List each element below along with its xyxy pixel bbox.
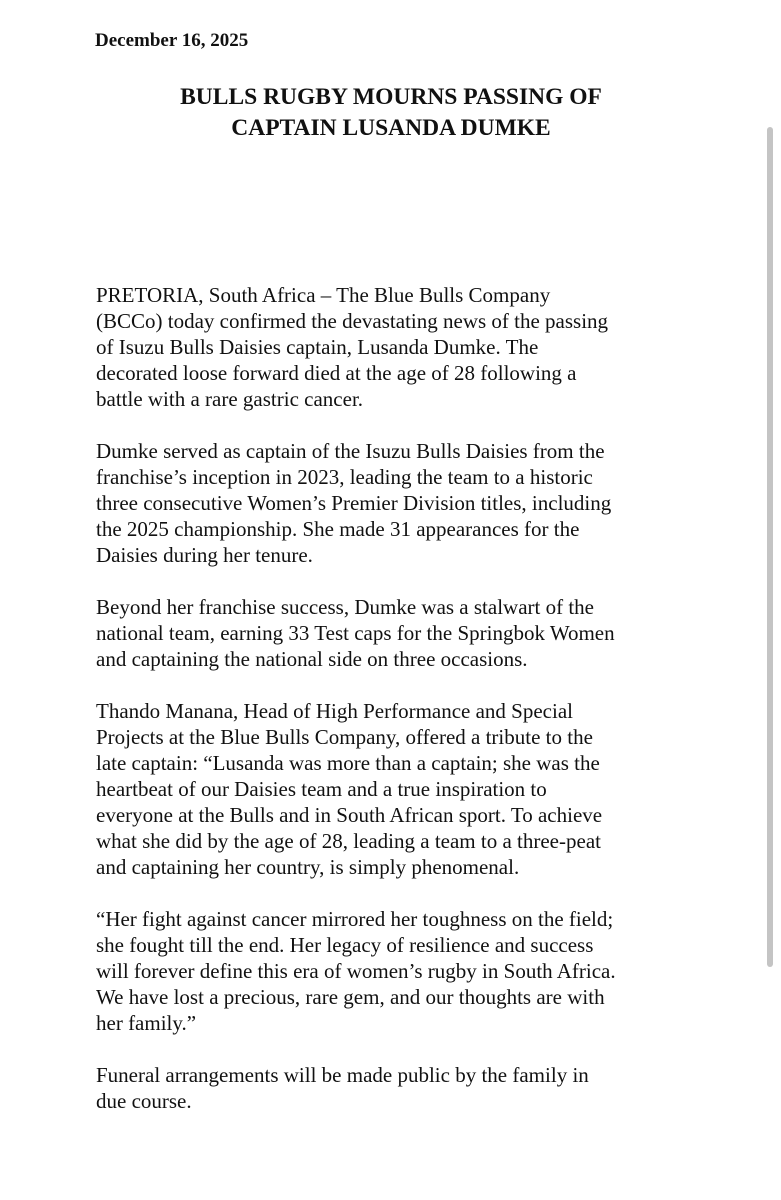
- paragraph-tribute: [96, 698, 746, 880]
- text-line: Daisies during her tenure.: [96, 543, 313, 567]
- text-line: national team, earning 33 Test caps for the Springbok Women: [96, 621, 615, 645]
- text-line: her family.”: [96, 1011, 197, 1035]
- text-line: due course.: [96, 1089, 192, 1113]
- text-line: Projects at the Blue Bulls Company, offered a tribute to the: [96, 725, 593, 749]
- headline: [60, 82, 722, 144]
- paragraph-national-team: [96, 594, 746, 672]
- headline-line: BULLS RUGBY MOURNS PASSING OF: [180, 84, 602, 110]
- text-line: the 2025 championship. She made 31 appearances for the: [96, 517, 580, 541]
- text-line: (BCCo) today confirmed the devastating news of the passing: [96, 309, 609, 333]
- text-line: heartbeat of our Daisies team and a true inspiration to: [96, 777, 547, 801]
- paragraph-quote: [96, 906, 746, 1036]
- text-line: We have lost a precious, rare gem, and our thoughts are with: [96, 985, 605, 1009]
- text-line: late captain: “Lusanda was more than a captain; she was the: [96, 751, 600, 775]
- text-line: franchise’s inception in 2023, leading the team to a historic: [96, 465, 593, 489]
- text-line: Funeral arrangements will be made public by the family in: [96, 1063, 589, 1087]
- scrollbar-thumb[interactable]: [767, 127, 773, 967]
- text-line: PRETORIA, South Africa – The Blue Bulls Company: [96, 283, 551, 307]
- paragraph-funeral: [96, 1062, 746, 1114]
- paragraph-intro: [96, 282, 746, 412]
- text-line: what she did by the age of 28, leading a team to a three-peat: [96, 829, 601, 853]
- paragraph-captaincy: [96, 438, 746, 568]
- headline-line: CAPTAIN LUSANDA DUMKE: [231, 115, 551, 141]
- text-line: Beyond her franchise success, Dumke was a stalwart of the: [96, 595, 595, 619]
- text-line: decorated loose forward died at the age of 28 following a: [96, 361, 577, 385]
- text-line: three consecutive Women’s Premier Division titles, including: [96, 491, 612, 515]
- article-body: [96, 282, 746, 1140]
- text-line: everyone at the Bulls and in South African sport. To achieve: [96, 803, 603, 827]
- text-line: of Isuzu Bulls Daisies captain, Lusanda Dumke. The: [96, 335, 539, 359]
- text-line: “Her fight against cancer mirrored her toughness on the field;: [96, 907, 614, 931]
- text-line: she fought till the end. Her legacy of resilience and success: [96, 933, 594, 957]
- text-line: Thando Manana, Head of High Performance and Special: [96, 699, 573, 723]
- text-line: battle with a rare gastric cancer.: [96, 387, 364, 411]
- text-line: will forever define this era of women’s rugby in South Africa.: [96, 959, 616, 983]
- release-date: December 16, 2025: [95, 30, 249, 51]
- text-line: and captaining her country, is simply phenomenal.: [96, 855, 520, 879]
- text-line: and captaining the national side on three occasions.: [96, 647, 528, 671]
- text-line: Dumke served as captain of the Isuzu Bulls Daisies from the: [96, 439, 605, 463]
